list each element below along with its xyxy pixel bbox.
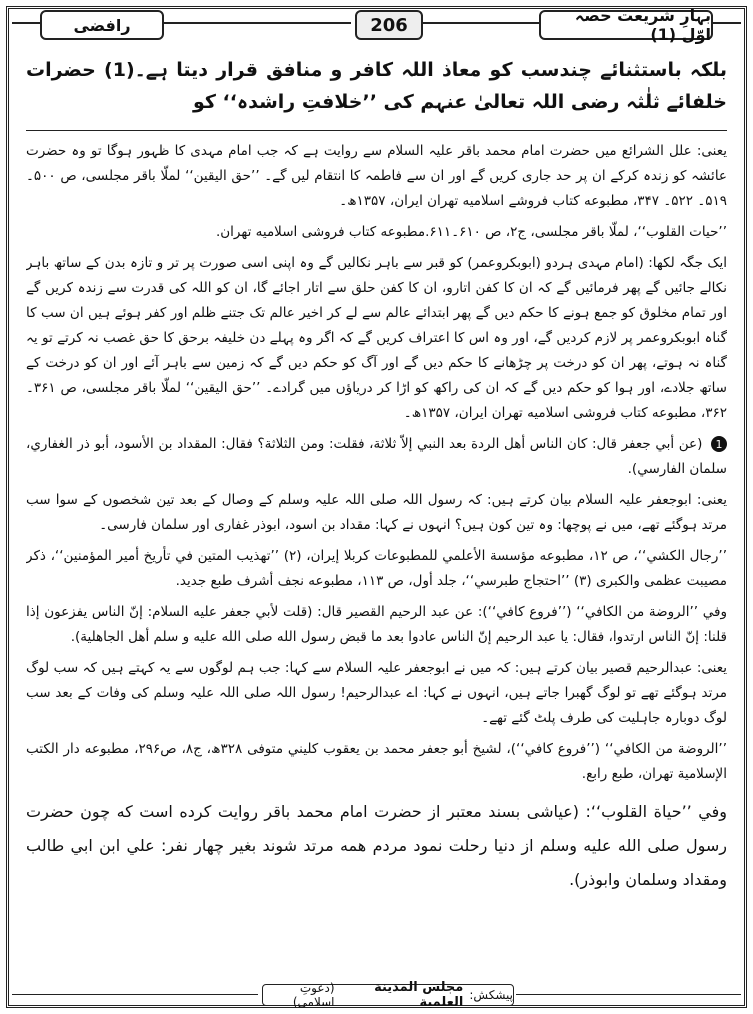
footnote-persian-quote: وفي ’’حياة القلوب‘‘: (عياشى بسند معتبر از حضرت امام محمد باقر روايت كرده است كه چون حضرت رسول صلى الله عليه وسلم از دنيا رحلت نمود مردم همه مرتد شوند بغير چهار نفر: علي ابن ابي طالب ومقداد وسلمان وابوذر). [26, 802, 727, 889]
footnote-paragraph: ’’الروضة من الكافي‘‘ (’’فروع كافي‘‘)، لشيخ أبو جعفر محمد بن يعقوب كليني متوفى ۳۲۸ھ، ج۸، ص۲۹۶، مطبوعه دار الكتب الإسلامية تهران، طبع رابع. [26, 741, 727, 782]
page-content [26, 50, 727, 978]
footnote-number-badge: 1 [711, 436, 727, 452]
footnote-paragraph: وفي ’’الروضة من الكافي‘‘ (’’فروع كافي‘‘): عن عبد الرحيم القصير قال: (قلت لأبي جعفر عليه السلام: إنّ الناس يفزعون إذا قلنا: إنّ الناس ارتدوا، فقال: يا عبد الرحيم إنّ الناس عادوا بعد ما قبض رسول الله صلى الله عليه و سلم أهل الجاهلية). [26, 604, 727, 645]
footnote-arabic-text: (عن أبي جعفر قال: كان الناس أهل الردة بعد النبي إلاّ ثلاثة، فقلت: ومن الثلاثة؟ فقال: المقداد بن الأسود، أبو ذر الغفاري، سلمان الفارسي). [26, 436, 727, 477]
footnote-paragraph: یعنی: ابوجعفر علیہ السلام بیان کرتے ہیں: کہ رسول اللہ صلی اللہ علیہ وسلم کے وصال کے بعد تین شخصوں کے سوا سب مرتد ہوگئے تھے، میں نے پوچھا: وہ تین کون ہیں؟ انہوں نے کہا: مقداد بن اسود، ابوذر غفاری اور سلمان فارسی۔ [26, 492, 727, 533]
publisher-name: مجلس المدینة العلمیة [374, 980, 464, 1010]
footnote-paragraph: ’’رجال الكشي‘‘، ص ۱۲، مطبوعه مؤسسة الأعلمي للمطبوعات كربلا إيران، (۲) ’’تهذيب المتين في تأريخ أمير المؤمنين‘‘، ذکر مصیبت عظمی والکبری (۳) ’’احتجاج طبرسي‘‘، جلد أول، ص ۱۱۳، مطبوعه نجف أشرف طبع جديد. [26, 548, 727, 589]
publisher-sub: (دعوتِ اسلامی) [292, 981, 335, 1009]
footnote-divider [26, 130, 727, 131]
page-number: 206 [355, 10, 423, 40]
header-rule-mid-left [164, 22, 351, 24]
footer-rule-left [12, 994, 258, 995]
page-footer [12, 980, 741, 1010]
footer-rule-right [516, 994, 741, 995]
book-title: بہارِ شریعت حصہ اوّل (1) [539, 10, 713, 40]
header-rule-left [12, 22, 40, 24]
header-rule-right [713, 22, 741, 24]
footnote-paragraph: ایک جگہ لکھا: (امام مہدی ہردو (ابوبکروعمر) کو قبر سے باہر نکالیں گے وہ اپنی اسی صورت پر تر و تازہ بدن کے ساتھ باہر نکالے جائیں گے پھر فرمائیں گے کہ ان کا کفن اتارو، ان کا کفن حلق سے اتار اجائے گا، ان کو اللہ کی قدرت سے زندہ کریں گے اور تمام مخلوق کو جمع ہونے کا حکم دیں گے پھر ابتدائے عالم سے لے کر اخیر عالم تک جتنے ظلم اور کفر ہوئے ہیں ان سب کا گناہ ابوبکروعمر پر لازم کردیں گے، اور وہ اس کا اعتراف کریں گے کہ اگر وہ پہلے دن خلیفہ برحق کا حق غصب نہ کرتے تو یہ گناہ نہ ہوتے، پھر ان کو درخت پر چڑھانے کا حکم دیں گے اور آگ کو حکم دیں گے کہ زمین سے باہر آئے اور ان کو درخت کے ساتھ جلادے، اور ہوا کو حکم دیں گے کہ ان کی راکھ کو اڑا کر دریاؤں میں گرادے۔ ’’حق الیقین‘‘ لملّا باقر مجلسی، ص ۳۶۱۔۳۶۲، مطبوعه کتاب فروشی اسلامیه تهران ایران، ۱۳۵۷ھ۔ [26, 255, 727, 421]
main-paragraph: بلکہ باستثنائے چندسب کو معاذ اللہ کافر و منافق قرار دیتا ہے۔(1) حضرات خلفائے ثلٰثہ رضی اللہ تعالیٰ عنہم کی ’’خلافتِ راشدہ‘‘ کو [26, 59, 727, 113]
footnote-paragraph-numbered [26, 432, 727, 482]
chapter-title: رافضی [40, 10, 164, 40]
page-header [12, 6, 741, 44]
footnote-paragraph: یعنی: عبدالرحیم قصیر بیان کرتے ہیں: کہ میں نے ابوجعفر علیہ السلام سے کہا: جب ہم لوگوں سے یہ کہتے ہیں کہ سب لوگ مرتد ہوگئے تھے تو لوگ گھبرا جاتے ہیں، انہوں نے کہا: اے عبدالرحیم! رسول اللہ صلی اللہ علیہ وسلم کی وفات کے بعد سب لوگ دوبارہ جاہلیت کی طرف پلٹ گئے تھے۔ [26, 660, 727, 726]
footnote-paragraph: ’’حیات القلوب‘‘، لملّا باقر مجلسی، ج۲، ص ۶۱۰۔۶۱۱.مطبوعه کتاب فروشی اسلامیه تهران. [215, 224, 727, 240]
publisher-credit [262, 980, 514, 1010]
footnote-paragraph: یعنی: علل الشرائع میں حضرت امام محمد باقر علیہ السلام سے روایت ہے کہ جب امام مہدی کا ظہور ہوگا تو وہ حضرت عائشہ کو زندہ کرکے ان پر حد جاری کریں گے اور ان سے فاطمہ کا انتقام لیں گے۔ ’’حق الیقین‘‘ لملّا باقر مجلسی، ص ۵۰۰۔ ۵۱۹۔ ۵۲۲۔ ۳۴۷، مطبوعه کتاب فروشے اسلامیه تهران ایران، ۱۳۵۷ھ۔ [26, 143, 727, 209]
footer-label: پیشکش: [469, 988, 513, 1002]
